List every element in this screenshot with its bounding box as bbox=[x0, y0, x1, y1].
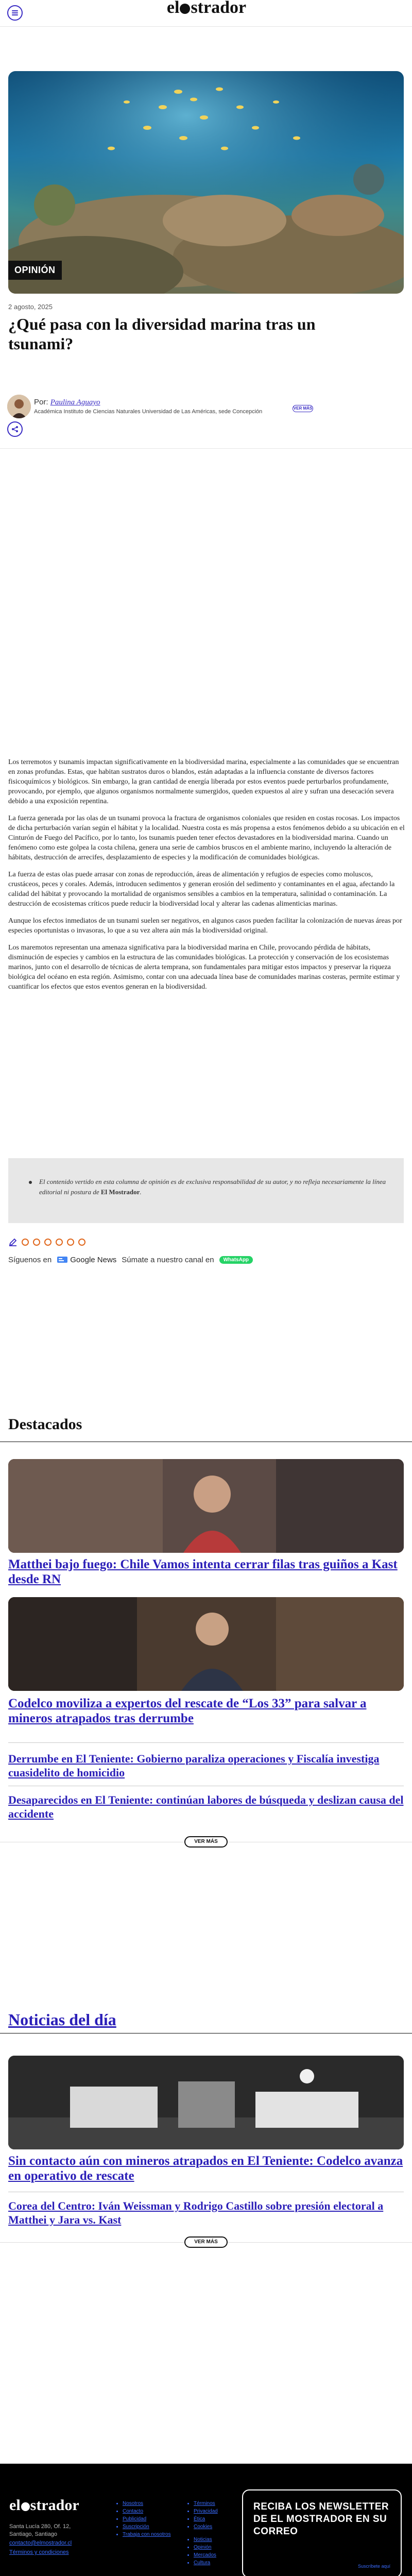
footer-link-item[interactable]: • Cookies bbox=[194, 2523, 218, 2531]
destacado-image[interactable] bbox=[8, 1597, 404, 1691]
pen-icon bbox=[8, 1238, 18, 1247]
ver-mas-noticias-button[interactable]: VER MÁS bbox=[184, 2236, 228, 2248]
noticia-headline[interactable]: Corea del Centro: Iván Weissman y Rodrigo Castillo sobre presión electoral a Matthei y Jara vs. Kast bbox=[8, 2199, 384, 2226]
site-header bbox=[0, 0, 412, 27]
body-paragraph: La fuerza generada por las olas de un tsunami provoca la fractura de organismos coloniales que residen en costas rocosas. Los impactos de dicha perturbación varían según el hábitat y la localidad. Nuestra costa es más propensa a estos fenómenos debido a su ubicación en el Cinturón de Fuego del Pacífico, por lo tanto, los tsunamis pueden tener efectos devastadores en la biodiversidad marina. Cuando un fenómeno como este golpea la costa chilena, genera una serie de cambios bruscos en el ambiente marino, incluyendo la alteración de hábitats, destrucción de arrecifes, desplazamiento de especies y la modificación de comunidades biológicas. bbox=[8, 815, 405, 861]
body-paragraph: Aunque los efectos inmediatos de un tsunami suelen ser negativos, en algunos casos pueden facilitar la colonización de nuevas áreas por especies oportunistas o invasoras, lo que a su vez altera aún más la biodiversidad original. bbox=[8, 917, 402, 935]
author-byline: Por: Paulina Aguayo bbox=[34, 398, 100, 406]
tag-dot-icon[interactable] bbox=[33, 1239, 40, 1246]
divider bbox=[8, 1742, 404, 1743]
tag-dot-icon[interactable] bbox=[67, 1239, 74, 1246]
divider bbox=[0, 448, 412, 449]
footer-links-col-b bbox=[187, 2500, 218, 2531]
body-paragraph: La fuerza de estas olas puede arrasar con zonas de reproducción, áreas de alimentación y refugios de especies como moluscos, crustáceos, peces y corales. Además, introducen sedimentos y generan erosión del sedimento y contaminantes en el agua, afectando la calidad del hábitat y provocando la mortalidad de organismos sensibles a cambios en la temperatura, salinidad o contaminación. La destrucción de ecosistemas críticos puede reducir la biodiversidad local y alterar las cadenas alimenticias marinas. bbox=[8, 871, 395, 908]
menu-button[interactable] bbox=[7, 5, 23, 21]
destacados-title: Destacados bbox=[8, 1416, 82, 1433]
follow-label: Síguenos en bbox=[8, 1255, 52, 1264]
footer-link-item[interactable]: • Noticias bbox=[194, 2536, 216, 2544]
mine-photo bbox=[8, 2056, 404, 2149]
coral-reef-image bbox=[8, 71, 404, 294]
destacado-headline[interactable]: Desaparecidos en El Teniente: continúan labores de búsqueda y deslizan causa del accidente bbox=[8, 1793, 404, 1820]
footer-link-item[interactable]: • Contacto bbox=[123, 2507, 171, 2515]
footer-link-item[interactable]: • Nosotros bbox=[123, 2500, 171, 2507]
footer-terms-link[interactable]: Términos y condiciones bbox=[9, 2549, 69, 2555]
avatar-photo bbox=[7, 395, 31, 418]
destacado-headline[interactable]: Derrumbe en El Teniente: Gobierno paraliza operaciones y Fiscalía investiga cuasidelito de homicidio bbox=[8, 1752, 380, 1779]
bullet-icon bbox=[29, 1181, 32, 1184]
footer-links-col-a bbox=[116, 2500, 171, 2538]
article-date: 2 agosto, 2025 bbox=[8, 303, 53, 311]
logo-dot-icon bbox=[180, 4, 190, 14]
logo-dot-icon bbox=[21, 2502, 30, 2511]
opinion-disclaimer: El contenido vertido en esta columna de opinión es de exclusiva responsabilidad de su autor, y no refleja necesariamente la línea editorial ni postura de El Mostrador. bbox=[8, 1158, 404, 1223]
footer-link-item[interactable]: • Publicidad bbox=[123, 2515, 171, 2523]
footer-logo[interactable]: el strador bbox=[9, 2497, 79, 2514]
tag-dot-icon[interactable] bbox=[56, 1239, 63, 1246]
ver-mas-destacados-button[interactable]: VER MÁS bbox=[184, 1836, 228, 1848]
noticia-headline[interactable]: Sin contacto aún con mineros atrapados en El Teniente: Codelco avanza en operativo de rescate bbox=[8, 2154, 403, 2183]
footer-link-item[interactable]: • Suscripción bbox=[123, 2523, 171, 2531]
share-button[interactable] bbox=[7, 421, 23, 437]
footer-link-item[interactable]: • Trabaja con nosotros bbox=[123, 2531, 171, 2538]
site-footer bbox=[0, 2464, 412, 2576]
author-avatar[interactable] bbox=[7, 395, 31, 418]
footer-link-item[interactable]: • Cultura bbox=[194, 2559, 216, 2567]
author-affiliation: Académica Instituto de Ciencias Naturales Universidad de Las Américas, sede Concepción bbox=[34, 409, 263, 415]
footer-links-col-c bbox=[187, 2536, 216, 2567]
footer-email-link[interactable]: contacto@elmostrador.cl bbox=[9, 2540, 72, 2546]
article-body bbox=[8, 757, 405, 999]
footer-link-item[interactable]: • Términos bbox=[194, 2500, 218, 2507]
footer-link-item[interactable]: • Privacidad bbox=[194, 2507, 218, 2515]
tag-dot-icon[interactable] bbox=[22, 1239, 29, 1246]
codelco-photo bbox=[8, 1597, 404, 1691]
newsletter-title: RECIBA LOS NEWSLETTER DE EL MOSTRADOR EN SU CORREO bbox=[253, 2501, 389, 2537]
hero-image bbox=[8, 71, 404, 294]
destacado-image[interactable] bbox=[8, 1459, 404, 1553]
google-news-icon bbox=[57, 1256, 68, 1264]
tag-dot-icon[interactable] bbox=[44, 1239, 52, 1246]
opinion-badge[interactable]: OPINIÓN bbox=[8, 261, 62, 280]
newsletter-box[interactable] bbox=[242, 2489, 402, 2576]
footer-link-item[interactable]: • Opinión bbox=[194, 2544, 216, 2551]
google-news-link[interactable]: Google News bbox=[57, 1256, 116, 1264]
newsletter-subscribe-link[interactable]: Suscríbete aquí bbox=[357, 2564, 390, 2569]
tag-dot-icon[interactable] bbox=[78, 1239, 85, 1246]
whatsapp-button[interactable]: WhatsApp bbox=[219, 1256, 253, 1264]
author-more-button[interactable]: VER MÁS bbox=[293, 405, 313, 412]
destacado-headline[interactable]: Codelco moviliza a expertos del rescate de “Los 33” para salvar a mineros atrapados tras derrumbe bbox=[8, 1697, 367, 1725]
follow-row bbox=[8, 1254, 253, 1265]
menu-icon bbox=[11, 9, 19, 16]
whatsapp-label: Súmate a nuestro canal en bbox=[122, 1255, 214, 1264]
footer-address: Santa Lucía 280, Of. 12, Santiago, Santiago bbox=[9, 2523, 71, 2537]
noticias-title[interactable]: Noticias del día bbox=[8, 2010, 116, 2029]
noticia-image[interactable] bbox=[8, 2056, 404, 2149]
politics-photo bbox=[8, 1459, 404, 1553]
author-name-link[interactable]: Paulina Aguayo bbox=[50, 398, 100, 406]
footer-link-item[interactable]: • Mercados bbox=[194, 2551, 216, 2559]
body-paragraph: Los maremotos representan una amenaza significativa para la biodiversidad marina en Chile, provocando pérdida de hábitats, disminución de especies y cambios en la estructura de las comunidades biológicas. La protección y conservación de los ecosistemas marinos, junto con el desarrollo de técnicas de alerta temprana, son fundamentales para mitigar estos impactos y preservar la riqueza biológica del océano en esta región. Asimismo, contar con una adecuada línea base de comunidades marinas costeras, permite estimar y cuantificar los efectos que estos eventos generan en la biodiversidad. bbox=[8, 944, 400, 991]
footer-link-item[interactable]: • Ética bbox=[194, 2515, 218, 2523]
tag-row bbox=[8, 1238, 85, 1247]
body-paragraph: Los terremotos y tsunamis impactan significativamente en la biodiversidad marina, especialmente a las comunidades que se encuentran en zonas profundas. Estas, que habitan sustratos duros o blandos, están adaptadas a la influencia constante de diversos factores fisicoquímicos y biológicos. Sin embargo, la gran cantidad de energía liberada por estos eventos puede perturbarlos profundamente, provocando, por ejemplo, que algunos organismos normalmente sumergidos, queden expuestos al aire y sufran una desecación severa debido a una exposición repentina. bbox=[8, 758, 399, 805]
destacado-headline[interactable]: Matthei bajo fuego: Chile Vamos intenta cerrar filas tras guiños a Kast desde RN bbox=[8, 1557, 398, 1586]
article-title: ¿Qué pasa con la diversidad marina tras un tsunami? bbox=[8, 315, 316, 353]
share-icon bbox=[11, 426, 19, 433]
site-logo[interactable]: el strador bbox=[166, 0, 247, 17]
